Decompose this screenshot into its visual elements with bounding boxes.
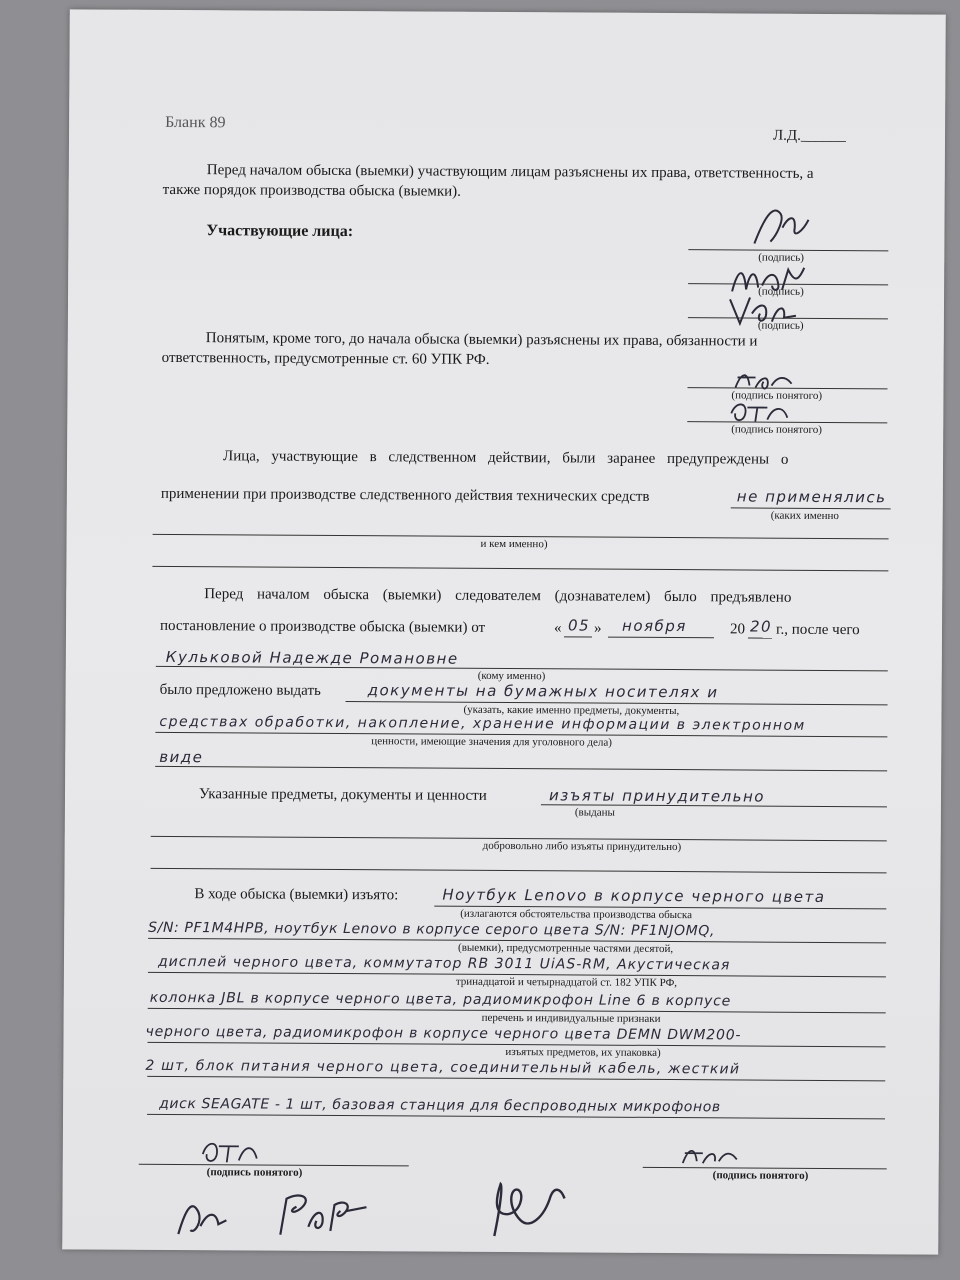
after-year-text: г., после чего xyxy=(775,621,860,639)
form-name: Бланк 89 xyxy=(165,113,226,132)
seized-item-line: черного цвета, радиомикрофон в корпусе черного цвета DEMN DWM200- xyxy=(145,1023,742,1044)
seized-caption: тринадцатой и четырнадцатой ст. 182 УПК РФ, xyxy=(455,975,678,990)
witness-signature-caption: (подпись понятого) xyxy=(731,423,822,436)
offered-label: было предложено выдать xyxy=(159,681,321,699)
signature-caption: (подпись) xyxy=(758,251,804,264)
seized-line-5 xyxy=(147,1076,885,1082)
seized-item-line: диск SEAGATE - 1 шт, базовая станция для беспроводных микрофонов xyxy=(159,1095,721,1116)
seized-item-line: дисплей черного цвета, коммутатор RB 3011 UiAS-RM, Акустическая xyxy=(157,953,731,974)
seized-line-6 xyxy=(147,1114,885,1120)
footer-signature-caption-right: (подпись понятого) xyxy=(712,1169,809,1182)
seized-caption: (излагаются обстоятельства производства обыска xyxy=(460,907,693,922)
year-prefix: 20 xyxy=(729,621,746,638)
tech-blank-line-2 xyxy=(152,566,888,571)
caption-issued: (выданы xyxy=(574,806,615,819)
rights-paragraph-line2: также порядок производства обыска (выемки). xyxy=(162,181,461,200)
handwritten-signature xyxy=(480,1176,570,1247)
rights-paragraph-line1: Перед началом обыска (выемки) участвующим лицам разъяснены их права, ответственность, а xyxy=(206,162,814,182)
items-line-3 xyxy=(155,766,887,771)
handwritten-to-whom: Кульковой Надежде Романовне xyxy=(165,647,459,668)
order-paragraph-line2: постановление о производстве обыска (выемки) от xyxy=(159,617,486,636)
witnesses-paragraph-line2: ответственность, предусмотренные ст. 60 УПК РФ. xyxy=(161,349,490,368)
handwritten-signature xyxy=(727,399,797,425)
document-page xyxy=(62,9,946,1254)
caption-by-whom: и кем именно) xyxy=(480,537,548,551)
caption-items1: (указать, какие именно предметы, документы, xyxy=(463,703,680,718)
caption-to-whom: (кому именно) xyxy=(477,669,546,683)
seized-item-line: 2 шт, блок питания черного цвета, соединительный кабель, жесткий xyxy=(145,1057,741,1078)
handwritten-issued-value: изъяты принудительно xyxy=(548,786,766,806)
seized-item-line: Ноутбук Lenovo в корпусе черного цвета xyxy=(442,885,826,906)
footer-signature-caption-left: (подпись понятого) xyxy=(206,1166,303,1179)
signature-caption: (подпись) xyxy=(758,285,804,298)
month-line xyxy=(608,637,714,639)
handwritten-tech-value: не применялись xyxy=(736,487,887,507)
handwritten-day: 05 xyxy=(567,616,591,635)
handwritten-items-line3: виде xyxy=(159,747,204,767)
signature-caption: (подпись) xyxy=(757,319,804,332)
handwritten-signature xyxy=(172,1190,232,1240)
order-paragraph-line1: Перед началом обыска (выемки) следователем (дознавателем) было предъявлено xyxy=(204,586,792,606)
caption-which: (каких именно xyxy=(770,509,839,523)
handwritten-signature xyxy=(746,201,816,251)
handwritten-signature xyxy=(731,367,801,393)
case-sheet-number: Л.Д.______ xyxy=(772,127,846,145)
handwritten-signature xyxy=(679,1143,739,1169)
caption-how: добровольно либо изъяты принудительно) xyxy=(482,839,682,854)
witnesses-paragraph-line1: Понятым, кроме того, до начала обыска (выемки) разъяснены их права, обязанности и xyxy=(205,330,758,350)
participants-label: Участвующие лица: xyxy=(206,222,354,241)
handwritten-items-line2: средствах обработки, накопление, хранение информации в электронном xyxy=(159,713,806,734)
year-line xyxy=(748,637,772,638)
handwritten-items-line1: документы на бумажных носителях и xyxy=(367,681,719,702)
handwritten-signature xyxy=(272,1187,372,1248)
tech-paragraph-line2: применении при производстве следственного действия технических средств xyxy=(160,485,650,505)
handwritten-month: ноября xyxy=(621,616,687,636)
close-quote: » xyxy=(593,620,602,637)
seized-caption: изъятых предметов, их упаковка) xyxy=(505,1046,661,1059)
issued-label: Указанные предметы, документы и ценности xyxy=(198,786,487,804)
tech-paragraph-line1: Лица, участвующие в следственном действии, были заранее предупреждены о xyxy=(223,448,789,468)
handwritten-signature xyxy=(199,1138,259,1166)
seized-label: В ходе обыска (выемки) изъято: xyxy=(194,886,399,904)
seized-item-line: S/N: PF1M4HPB, ноутбук Lenovo в корпусе серого цвета S/N: PF1NJOMQ, xyxy=(148,919,716,940)
seized-item-line: колонка JBL в корпусе черного цвета, радиомикрофон Line 6 в корпусе xyxy=(149,989,732,1010)
seized-caption: (выемки), предусмотренные частями десятой, xyxy=(458,941,674,956)
issued-blank-line-2 xyxy=(151,868,887,873)
caption-items2: ценности, имеющие значения для уголовного дела) xyxy=(371,735,612,749)
handwritten-year: 20 xyxy=(749,617,773,636)
handwritten-signature xyxy=(726,293,806,329)
open-quote: « xyxy=(553,620,562,637)
seized-caption: перечень и индивидуальные признаки xyxy=(481,1011,661,1025)
witness-signature-caption: (подпись понятого) xyxy=(731,389,823,402)
day-line xyxy=(564,636,592,637)
